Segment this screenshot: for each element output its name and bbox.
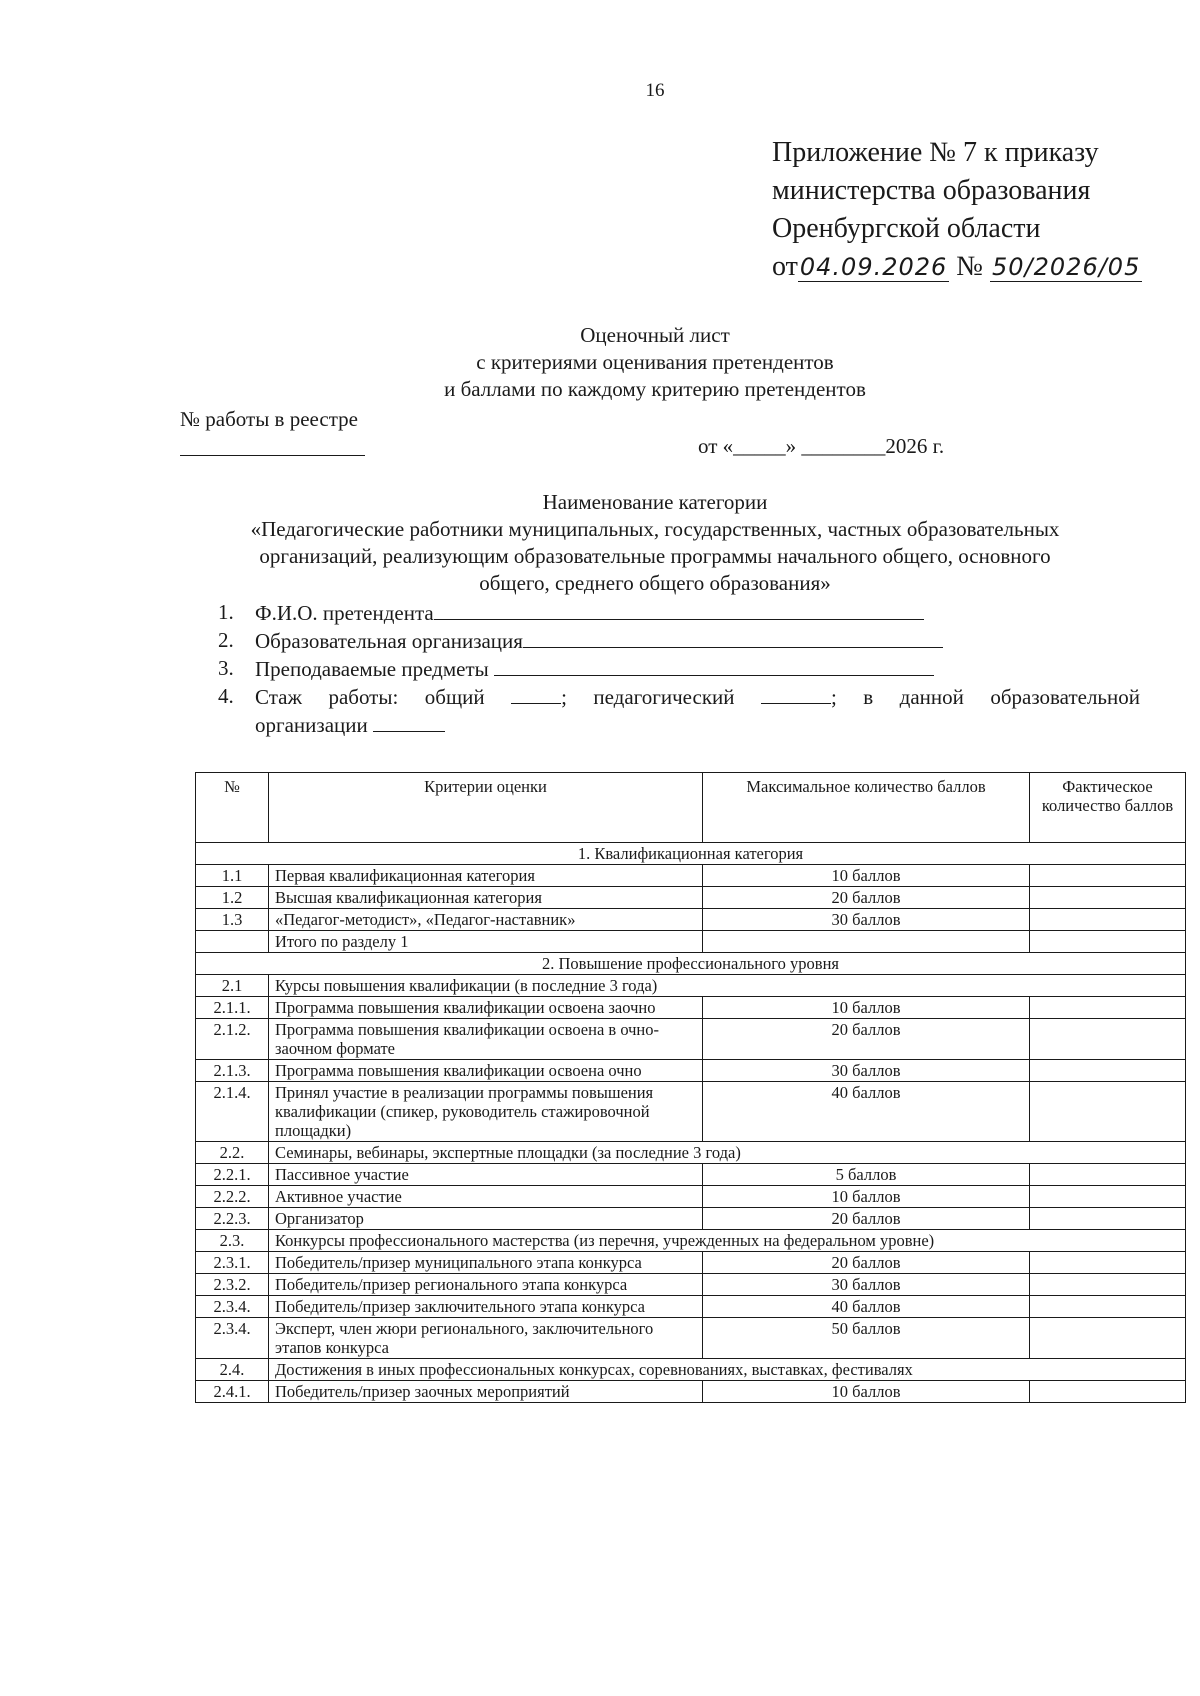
category-line-3: общего, среднего общего образования»: [479, 571, 831, 595]
criterion-text: Активное участие: [269, 1186, 703, 1208]
appendix-header: [772, 134, 1192, 286]
applicant-fields: [210, 599, 1140, 739]
table-row: [196, 1142, 1186, 1164]
actual-points-cell[interactable]: [1030, 1274, 1186, 1296]
row-number: 2.3.4.: [196, 1296, 269, 1318]
header-criteria: Критерии оценки: [269, 773, 703, 843]
field-number: 4.: [218, 684, 234, 708]
field-number: 3.: [218, 656, 234, 680]
handwritten-order-number: 50/2026/05: [992, 253, 1141, 281]
actual-points-cell[interactable]: [1030, 931, 1186, 953]
field-number: 1.: [218, 600, 234, 624]
actual-points-cell[interactable]: [1030, 1252, 1186, 1274]
table-header-row: [196, 773, 1186, 843]
row-number: [196, 931, 269, 953]
criterion-text: Эксперт, член жюри регионального, заключительного этапов конкурса: [269, 1318, 703, 1359]
registry-number-blank[interactable]: [180, 455, 365, 456]
actual-points-cell[interactable]: [1030, 1082, 1186, 1142]
table-row: [196, 1019, 1186, 1060]
organization-blank[interactable]: [523, 627, 943, 648]
criterion-text: Пассивное участие: [269, 1164, 703, 1186]
row-number: 2.3.1.: [196, 1252, 269, 1274]
row-number: 2.1.3.: [196, 1060, 269, 1082]
table-row: [196, 909, 1186, 931]
experience-line-2: [255, 711, 1140, 739]
criterion-text: Первая квалификационная категория: [269, 865, 703, 887]
row-number: 2.1: [196, 975, 269, 997]
experience-pedagogical-blank[interactable]: [761, 683, 831, 704]
table-row: [196, 1082, 1186, 1142]
actual-points-cell[interactable]: [1030, 1060, 1186, 1082]
subsection-heading: Достижения в иных профессиональных конкурсах, соревнованиях, выставках, фестивалях: [269, 1359, 1186, 1381]
table-row: [196, 1381, 1186, 1403]
max-points: 20 баллов: [703, 1019, 1030, 1060]
max-points: 30 баллов: [703, 1060, 1030, 1082]
date-template: от «_____» ________2026 г.: [698, 434, 945, 458]
table-row: [196, 931, 1186, 953]
criterion-text: Высшая квалификационная категория: [269, 887, 703, 909]
table-row: [196, 1359, 1186, 1381]
criterion-text: Итого по разделу 1: [269, 931, 703, 953]
actual-points-cell[interactable]: [1030, 1381, 1186, 1403]
field-full-name: [210, 599, 1140, 627]
experience-institution-blank[interactable]: [373, 711, 445, 732]
table-row: [196, 865, 1186, 887]
table-row: [196, 1318, 1186, 1359]
max-points: 20 баллов: [703, 1252, 1030, 1274]
document-title: [0, 322, 1200, 403]
full-name-blank[interactable]: [434, 599, 924, 620]
section-heading: 2. Повышение профессионального уровня: [196, 953, 1186, 975]
actual-points-cell[interactable]: [1030, 997, 1186, 1019]
page-number: 16: [645, 80, 665, 101]
actual-points-cell[interactable]: [1030, 1186, 1186, 1208]
actual-points-cell[interactable]: [1030, 1296, 1186, 1318]
max-points: 5 баллов: [703, 1164, 1030, 1186]
criterion-text: Организатор: [269, 1208, 703, 1230]
header-actual-points: Фактическое количество баллов: [1030, 773, 1186, 843]
max-points: 10 баллов: [703, 1381, 1030, 1403]
field-number: 2.: [218, 628, 234, 652]
row-number: 2.4.: [196, 1359, 269, 1381]
criterion-text: Программа повышения квалификации освоена заочно: [269, 997, 703, 1019]
criterion-text: Программа повышения квалификации освоена очно: [269, 1060, 703, 1082]
actual-points-cell[interactable]: [1030, 865, 1186, 887]
row-number: 2.2.2.: [196, 1186, 269, 1208]
actual-points-cell[interactable]: [1030, 1019, 1186, 1060]
subsection-heading: Конкурсы профессионального мастерства (из перечня, учрежденных на федеральном уровне): [269, 1230, 1186, 1252]
handwritten-date: 04.09.2026: [799, 253, 948, 281]
actual-points-cell[interactable]: [1030, 1164, 1186, 1186]
max-points: 30 баллов: [703, 909, 1030, 931]
field-organization: [210, 627, 1140, 655]
field-label: Преподаваемые предметы: [255, 657, 489, 681]
number-label: №: [956, 251, 984, 282]
max-points: 40 баллов: [703, 1082, 1030, 1142]
table-row: [196, 975, 1186, 997]
row-number: 1.2: [196, 887, 269, 909]
experience-general-label: Стаж работы: общий: [255, 685, 485, 709]
max-points: 10 баллов: [703, 1186, 1030, 1208]
criteria-table: [195, 772, 1186, 1403]
category-line-1: «Педагогические работники муниципальных, государственных, частных образовательных: [250, 517, 1060, 541]
field-experience: [210, 683, 1140, 739]
actual-points-cell[interactable]: [1030, 887, 1186, 909]
registry-label: № работы в реестре: [180, 407, 358, 431]
criterion-text: Победитель/призер регионального этапа конкурса: [269, 1274, 703, 1296]
row-number: 2.4.1.: [196, 1381, 269, 1403]
row-number: 1.3: [196, 909, 269, 931]
max-points: 20 баллов: [703, 887, 1030, 909]
experience-institution-label: ; в данной образовательной: [830, 685, 1140, 709]
criterion-text: «Педагог-методист», «Педагог-наставник»: [269, 909, 703, 931]
max-points: 30 баллов: [703, 1274, 1030, 1296]
category-block: [172, 489, 1138, 597]
experience-general-blank[interactable]: [511, 683, 561, 704]
row-number: 2.1.4.: [196, 1082, 269, 1142]
row-number: 2.3.: [196, 1230, 269, 1252]
max-points: 20 баллов: [703, 1208, 1030, 1230]
subsection-heading: Семинары, вебинары, экспертные площадки (за последние 3 года): [269, 1142, 1186, 1164]
table-row: [196, 1186, 1186, 1208]
row-number: 2.2.1.: [196, 1164, 269, 1186]
experience-pedagogical-label: ; педагогический: [561, 685, 735, 709]
subsection-heading: Курсы повышения квалификации (в последние 3 года): [269, 975, 1186, 997]
criterion-text: Победитель/призер муниципального этапа конкурса: [269, 1252, 703, 1274]
criterion-text: Победитель/призер заключительного этапа конкурса: [269, 1296, 703, 1318]
row-number: 2.2.: [196, 1142, 269, 1164]
table-row: [196, 953, 1186, 975]
subjects-blank[interactable]: [494, 655, 934, 676]
table-row: [196, 1296, 1186, 1318]
title-line-1: Оценочный лист: [580, 323, 730, 347]
table-row: [196, 1252, 1186, 1274]
category-line-2: организаций, реализующим образовательные программы начального общего, основного: [259, 544, 1051, 568]
row-number: 1.1: [196, 865, 269, 887]
field-subjects: [210, 655, 1140, 683]
title-line-3: и баллами по каждому критерию претендентов: [444, 377, 866, 401]
max-points: [703, 931, 1030, 953]
table-row: [196, 1060, 1186, 1082]
appendix-order-line: [772, 248, 1192, 286]
actual-points-cell[interactable]: [1030, 1318, 1186, 1359]
from-label: от: [772, 251, 798, 282]
row-number: 2.1.1.: [196, 997, 269, 1019]
appendix-line-2: министерства образования: [772, 175, 1091, 206]
criterion-text: Принял участие в реализации программы повышения квалификации (спикер, руководитель стажировочной площадки): [269, 1082, 703, 1142]
experience-continuation: организации: [255, 713, 368, 737]
table-row: [196, 1208, 1186, 1230]
max-points: 50 баллов: [703, 1318, 1030, 1359]
row-number: 2.3.4.: [196, 1318, 269, 1359]
category-heading: Наименование категории: [542, 490, 768, 514]
header-num: №: [196, 773, 269, 843]
row-number: 2.1.2.: [196, 1019, 269, 1060]
header-max-points: Максимальное количество баллов: [703, 773, 1030, 843]
appendix-line-3: Оренбургской области: [772, 213, 1041, 244]
section-heading: 1. Квалификационная категория: [196, 843, 1186, 865]
row-number: 2.2.3.: [196, 1208, 269, 1230]
table-row: [196, 843, 1186, 865]
criterion-text: Программа повышения квалификации освоена в очно-заочном формате: [269, 1019, 703, 1060]
actual-points-cell[interactable]: [1030, 909, 1186, 931]
max-points: 10 баллов: [703, 997, 1030, 1019]
table-row: [196, 887, 1186, 909]
title-line-2: с критериями оценивания претендентов: [476, 350, 834, 374]
experience-line: [255, 683, 1140, 711]
table-row: [196, 1164, 1186, 1186]
criterion-text: Победитель/призер заочных мероприятий: [269, 1381, 703, 1403]
table-row: [196, 1230, 1186, 1252]
row-number: 2.3.2.: [196, 1274, 269, 1296]
max-points: 10 баллов: [703, 865, 1030, 887]
table-body: [196, 843, 1186, 1403]
table-row: [196, 1274, 1186, 1296]
table-row: [196, 997, 1186, 1019]
actual-points-cell[interactable]: [1030, 1208, 1186, 1230]
max-points: 40 баллов: [703, 1296, 1030, 1318]
field-label: Ф.И.О. претендента: [255, 601, 434, 625]
field-label: Образовательная организация: [255, 629, 523, 653]
appendix-line-1: Приложение № 7 к приказу: [772, 137, 1099, 168]
